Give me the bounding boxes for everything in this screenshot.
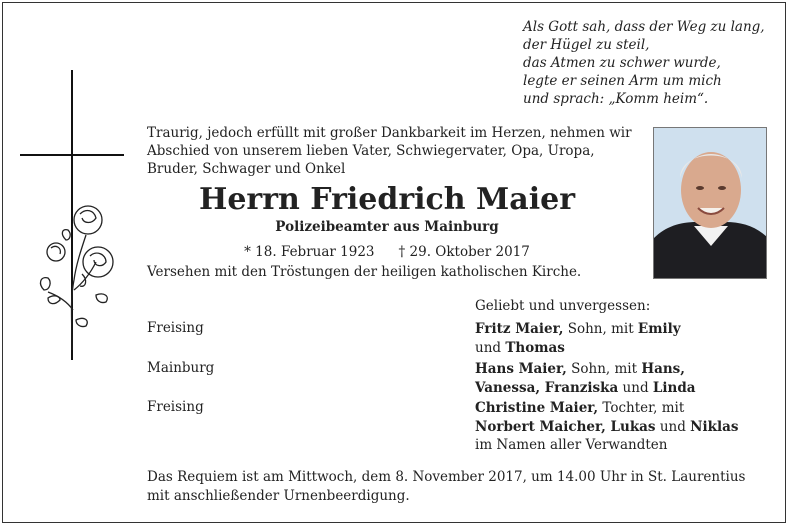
- roses-icon: [36, 200, 122, 350]
- mourners-heading: Geliebt und unvergessen:: [475, 298, 651, 314]
- life-dates: [147, 244, 627, 260]
- birth-date: * 18. Februar 1923: [244, 244, 375, 260]
- poem: Als Gott sah, dass der Weg zu lang, der Hügel zu steil, das Atmen zu schwer wurde, legte er seinen Arm um mich und sprach: „Komm heim“.: [523, 19, 765, 107]
- mourner-group: Christine Maier, Tochter, mit Norbert Maicher, Lukas und Niklas im Namen aller Verwandten: [475, 400, 739, 453]
- portrait-photo: [653, 127, 767, 279]
- cross-horizontal: [20, 154, 124, 156]
- occupation: Polizeibeamter aus Mainburg: [275, 219, 499, 235]
- intro-text: Traurig, jedoch erfüllt mit großer Dankbarkeit im Herzen, nehmen wir Abschied von unserem lieben Vater, Schwiegervater, Opa, Uropa, Bruder, Schwager und Onkel: [147, 125, 632, 177]
- mourner-place: Mainburg: [147, 360, 215, 376]
- mourner-group: Hans Maier, Sohn, mit Hans, Vanessa, Franziska und Linda: [475, 361, 696, 396]
- death-date: † 29. Oktober 2017: [398, 244, 530, 260]
- closing-line: im Namen aller Verwandten: [475, 437, 668, 453]
- sacraments-text: Versehen mit den Tröstungen der heiligen katholischen Kirche.: [147, 264, 582, 280]
- mourner-place: Freising: [147, 399, 204, 415]
- deceased-name: Herrn Friedrich Maier: [199, 182, 575, 217]
- requiem-text: Das Requiem ist am Mittwoch, dem 8. November 2017, um 14.00 Uhr in St. Laurentius mit anschließender Urnenbeerdigung.: [147, 469, 746, 504]
- mourner-place: Freising: [147, 320, 204, 336]
- mourner-group: Fritz Maier, Sohn, mit Emily und Thomas: [475, 321, 681, 356]
